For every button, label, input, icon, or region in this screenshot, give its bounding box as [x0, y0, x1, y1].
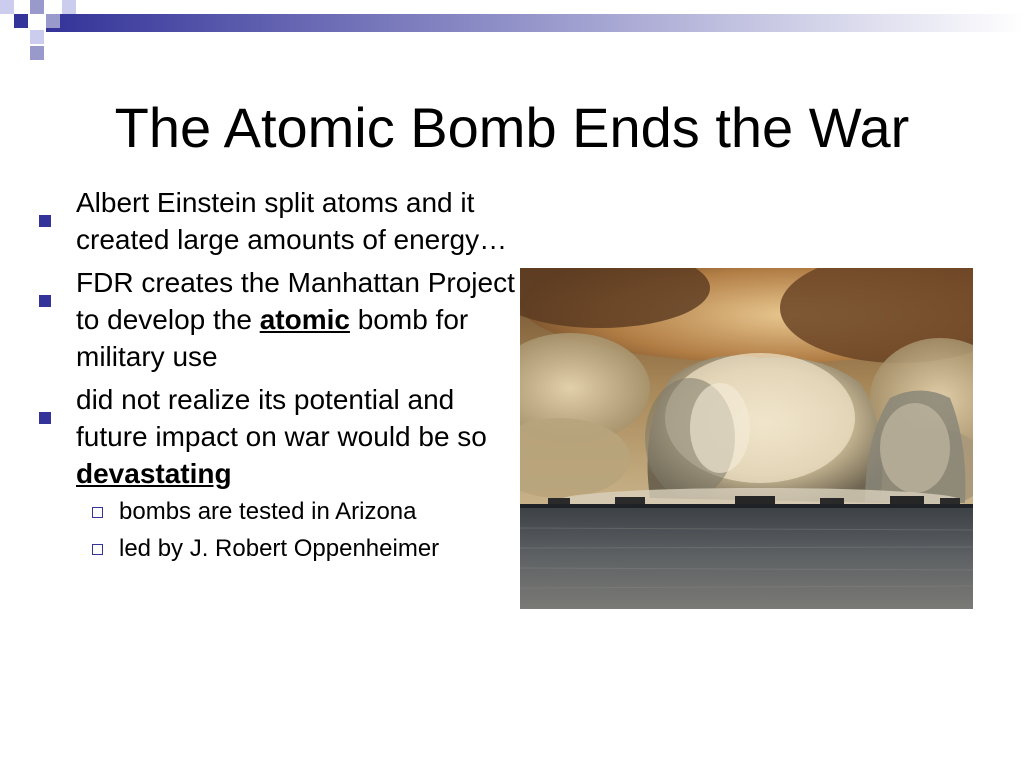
bullet-item-einstein	[30, 184, 520, 258]
bullet-item-manhattan-project	[30, 264, 520, 375]
header-square	[0, 0, 14, 14]
slide-title: The Atomic Bomb Ends the War	[114, 96, 910, 159]
header-square	[62, 0, 76, 14]
explosion-image	[520, 268, 973, 609]
sub-bullet-list	[30, 495, 520, 566]
bullet-text: bomb for military use	[76, 304, 469, 372]
square-bullet-icon	[39, 199, 51, 211]
sub-bullet-text: led by J. Robert Oppenheimer	[119, 535, 440, 562]
header-square	[14, 14, 28, 28]
emphasis-atomic: atomic	[259, 304, 350, 335]
hollow-square-bullet-icon	[92, 544, 103, 555]
hollow-square-bullet-icon	[92, 507, 103, 518]
sub-bullet-text: bombs are tested in Arizona	[119, 498, 417, 525]
sub-bullet-item-oppenheimer	[30, 532, 520, 566]
header-gradient-bar	[46, 14, 1024, 32]
header-square	[46, 14, 60, 28]
header-decoration	[0, 0, 1024, 64]
bullet-text: did not realize its potential and future impact on war would be so	[76, 384, 487, 452]
sub-bullet-item-arizona	[30, 495, 520, 529]
atomic-explosion-photo	[520, 268, 973, 609]
bullet-item-impact	[30, 381, 520, 566]
square-bullet-icon	[39, 279, 51, 291]
header-square	[30, 30, 44, 44]
header-square	[0, 30, 14, 44]
bullet-list	[30, 184, 520, 566]
header-square	[30, 0, 44, 14]
header-square	[30, 46, 44, 60]
bullet-text: Albert Einstein split atoms and it created large amounts of energy…	[76, 187, 508, 255]
bullet-content	[30, 184, 520, 572]
bullet-text: FDR creates the Manhattan Project to develop the	[76, 267, 515, 335]
square-bullet-icon	[39, 396, 51, 408]
emphasis-devastating: devastating	[76, 458, 232, 489]
